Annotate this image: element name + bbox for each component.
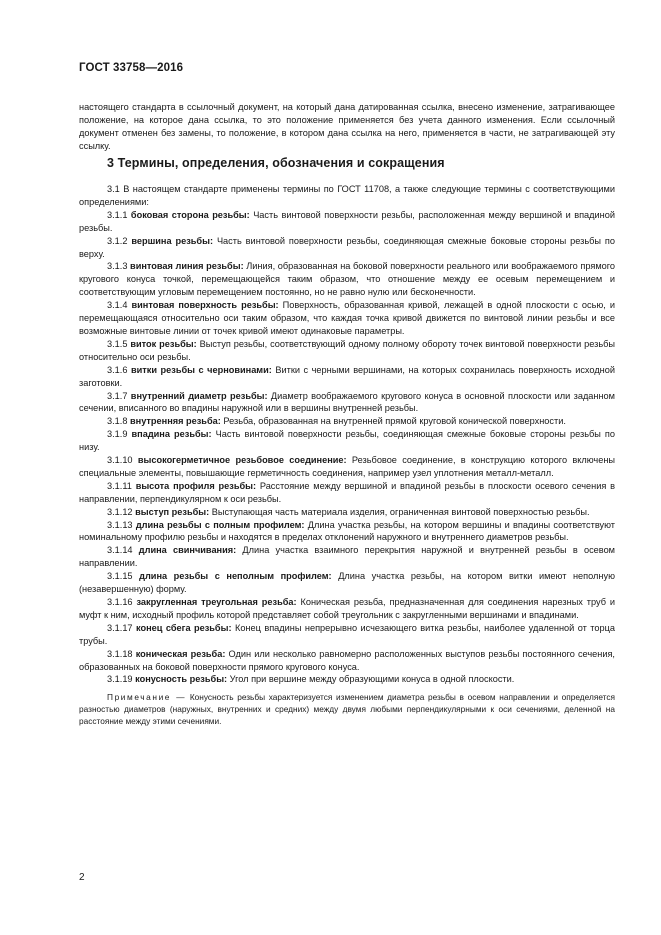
term-definition-item xyxy=(79,596,615,622)
term-number: 3.1.9 xyxy=(107,429,128,440)
term-name: длина резьбы с неполным профилем: xyxy=(139,571,332,582)
term-number: 3.1.18 xyxy=(107,648,133,659)
term-name: винтовая линия резьбы: xyxy=(130,261,244,272)
term-definition-item xyxy=(79,428,615,454)
term-definition-item xyxy=(79,390,615,416)
term-definition-item xyxy=(79,209,615,235)
term-text: Длина участка взаимного перекрытия наружной и внутренней резьбы в осевом направлении. xyxy=(79,545,615,569)
term-number: 3.1.19 xyxy=(107,674,133,685)
term-text: Резьбовое соединение, в конструкцию которого включены специальные элементы, повышающие герметичность соединения, например узел уплотнения металл-металл. xyxy=(79,455,616,478)
term-text: Диаметр воображаемого кругового конуса в основной плоскости или заданном сечении, вписанного во впадины наружной или в вершины внутренней резьбы. xyxy=(79,390,615,414)
term-name: длина резьбы с полным профилем: xyxy=(135,519,305,530)
section-title: 3 Термины, определения, обозначения и сокращения xyxy=(107,156,445,170)
note-paragraph xyxy=(79,692,615,727)
term-text: Длина участка резьбы, на котором вершины и впадины соответствуют номинальному профилю резьбы и находятся в пределах отклонений наружного и внутреннего диаметров резьбы. xyxy=(79,519,616,543)
note-label: Примечание — xyxy=(107,692,187,703)
term-number: 3.1.2 xyxy=(107,235,128,246)
term-text: Поверхность, образованная кривой, лежащей в одной плоскости с осью, и перемещающаяся относительно оси таким образом, что каждая точка кривой движется по винтовой линии резьбы и все возможные винтовые линии от точек кривой имеют одинаковые параметры. xyxy=(79,300,615,336)
terms-block xyxy=(79,183,615,728)
term-name: внутренний диаметр резьбы: xyxy=(130,390,268,401)
term-definition-item xyxy=(79,519,615,545)
term-number: 3.1.13 xyxy=(107,519,133,530)
term-text: Часть винтовой поверхности резьбы, соединяющая смежные боковые стороны резьбы по низу. xyxy=(79,429,616,453)
term-name: конусность резьбы: xyxy=(135,674,228,685)
note-text: Конусность резьбы характеризуется изменением диаметра резьбы в осевом направлении и определяется разностью диаметров (наружных, внутренних и средних) между двумя любыми перпендикулярными к оси сечениями, деленной на расстояние между этими сечениями. xyxy=(79,692,616,726)
standard-header: ГОСТ 33758—2016 xyxy=(79,62,184,74)
term-name: винтовая поверхность резьбы: xyxy=(131,300,279,311)
term-number: 3.1.5 xyxy=(107,338,128,349)
term-definition-item xyxy=(79,260,615,299)
terms-list xyxy=(79,209,615,687)
term-definition-item xyxy=(79,299,615,338)
term-text: Коническая резьба, предназначенная для соединения нарезных труб и муфт к ним, исходный профиль которой представляет собой треугольник с закругленными вершинами и впадинами. xyxy=(79,597,616,620)
term-definition-item xyxy=(79,544,615,570)
lead-paragraph: 3.1 В настоящем стандарте применены термины по ГОСТ 11708, а также следующие термины с соответствующими определениями: xyxy=(79,184,615,207)
term-definition-item xyxy=(79,622,615,648)
intro-paragraph: настоящего стандарта в ссылочный документ, на который дана датированная ссылка, внесено изменение, затрагивающее положение, на которое дана ссылка, то это положение применяется без учета данного изменения. Если ссылочный документ отменен без замены, то положение, в котором дана ссылка на него, применяется в части, не затрагивающей эту ссылку. xyxy=(79,102,615,151)
term-text: Выступающая часть материала изделия, ограниченная винтовой поверхностью резьбы. xyxy=(211,506,590,517)
term-name: выступ резьбы: xyxy=(135,506,210,517)
term-number: 3.1.7 xyxy=(107,390,128,401)
term-number: 3.1.11 xyxy=(107,480,132,491)
term-number: 3.1.1 xyxy=(107,209,128,220)
term-definition-item xyxy=(79,338,615,364)
term-text: Расстояние между вершиной и впадиной резьбы в плоскости осевого сечения в направлении, перпендикулярном к оси резьбы. xyxy=(79,480,616,504)
term-number: 3.1.4 xyxy=(107,300,128,311)
term-name: закругленная треугольная резьба: xyxy=(136,597,297,607)
term-text: Линия, образованная на боковой поверхности реального или воображаемого прямого кругового конуса точкой, перемещающейся таким образом, что отношение между ее осевым перемещением и соответствующим угловым перемещением постоянно, но не равно нулю или бесконечности. xyxy=(79,261,616,298)
term-text: Резьба, образованная на внутренней прямой круговой конической поверхности. xyxy=(223,416,566,427)
term-name: боковая сторона резьбы: xyxy=(130,209,250,220)
term-number: 3.1.3 xyxy=(107,261,128,272)
term-name: конец сбега резьбы: xyxy=(136,622,232,633)
term-name: высокогерметичное резьбовое соединение: xyxy=(137,455,347,466)
term-name: впадина резьбы: xyxy=(131,429,212,440)
intro-block xyxy=(79,101,615,153)
term-number: 3.1.8 xyxy=(107,416,128,427)
term-name: длина свинчивания: xyxy=(138,545,237,556)
term-definition-item xyxy=(79,506,615,519)
term-name: коническая резьба: xyxy=(135,648,226,659)
term-definition-item xyxy=(79,480,615,506)
term-definition-item xyxy=(79,454,615,480)
term-name: высота профиля резьбы: xyxy=(135,480,257,491)
term-name: виток резьбы: xyxy=(130,338,197,349)
page-number: 2 xyxy=(79,872,85,883)
term-definition-item xyxy=(79,235,615,261)
term-definition-item xyxy=(79,570,615,596)
term-text: Выступ резьбы, соответствующий одному полному обороту точек винтовой поверхности резьбы относительно оси резьбы. xyxy=(79,338,615,362)
term-number: 3.1.10 xyxy=(107,455,133,466)
term-number: 3.1.12 xyxy=(107,506,133,517)
term-definition-item xyxy=(79,364,615,390)
term-text: Один или несколько равномерно расположенных выступов резьбы постоянного сечения, образованных на боковой поверхности прямого кругового конуса. xyxy=(79,648,615,672)
term-text: Угол при вершине между образующими конуса в одной плоскости. xyxy=(229,674,515,685)
term-number: 3.1.17 xyxy=(107,622,133,633)
term-text: Длина участка резьбы, на котором витки имеют неполную (незавершенную) форму. xyxy=(79,571,615,595)
term-name: внутренняя резьба: xyxy=(130,416,221,427)
term-number: 3.1.16 xyxy=(107,597,133,607)
term-text: Часть винтовой поверхности резьбы, соединяющая смежные боковые стороны резьбы по верху. xyxy=(79,235,615,259)
term-text: Витки с черными вершинами, на которых сохранилась поверхность исходной заготовки. xyxy=(79,364,616,388)
term-name: вершина резьбы: xyxy=(131,235,214,246)
term-number: 3.1.6 xyxy=(107,364,128,375)
term-definition-item xyxy=(79,415,615,428)
term-number: 3.1.15 xyxy=(107,571,133,582)
term-text: Конец впадины непрерывно исчезающего витка резьбы, наиболее удаленной от торца трубы. xyxy=(79,622,615,646)
term-definition-item xyxy=(79,648,615,674)
term-name: витки резьбы с черновинами: xyxy=(130,364,272,375)
term-text: Часть винтовой поверхности резьбы, расположенная между вершиной и впадиной резьбы. xyxy=(79,209,615,233)
term-number: 3.1.14 xyxy=(107,545,133,556)
term-definition-item xyxy=(79,673,615,686)
